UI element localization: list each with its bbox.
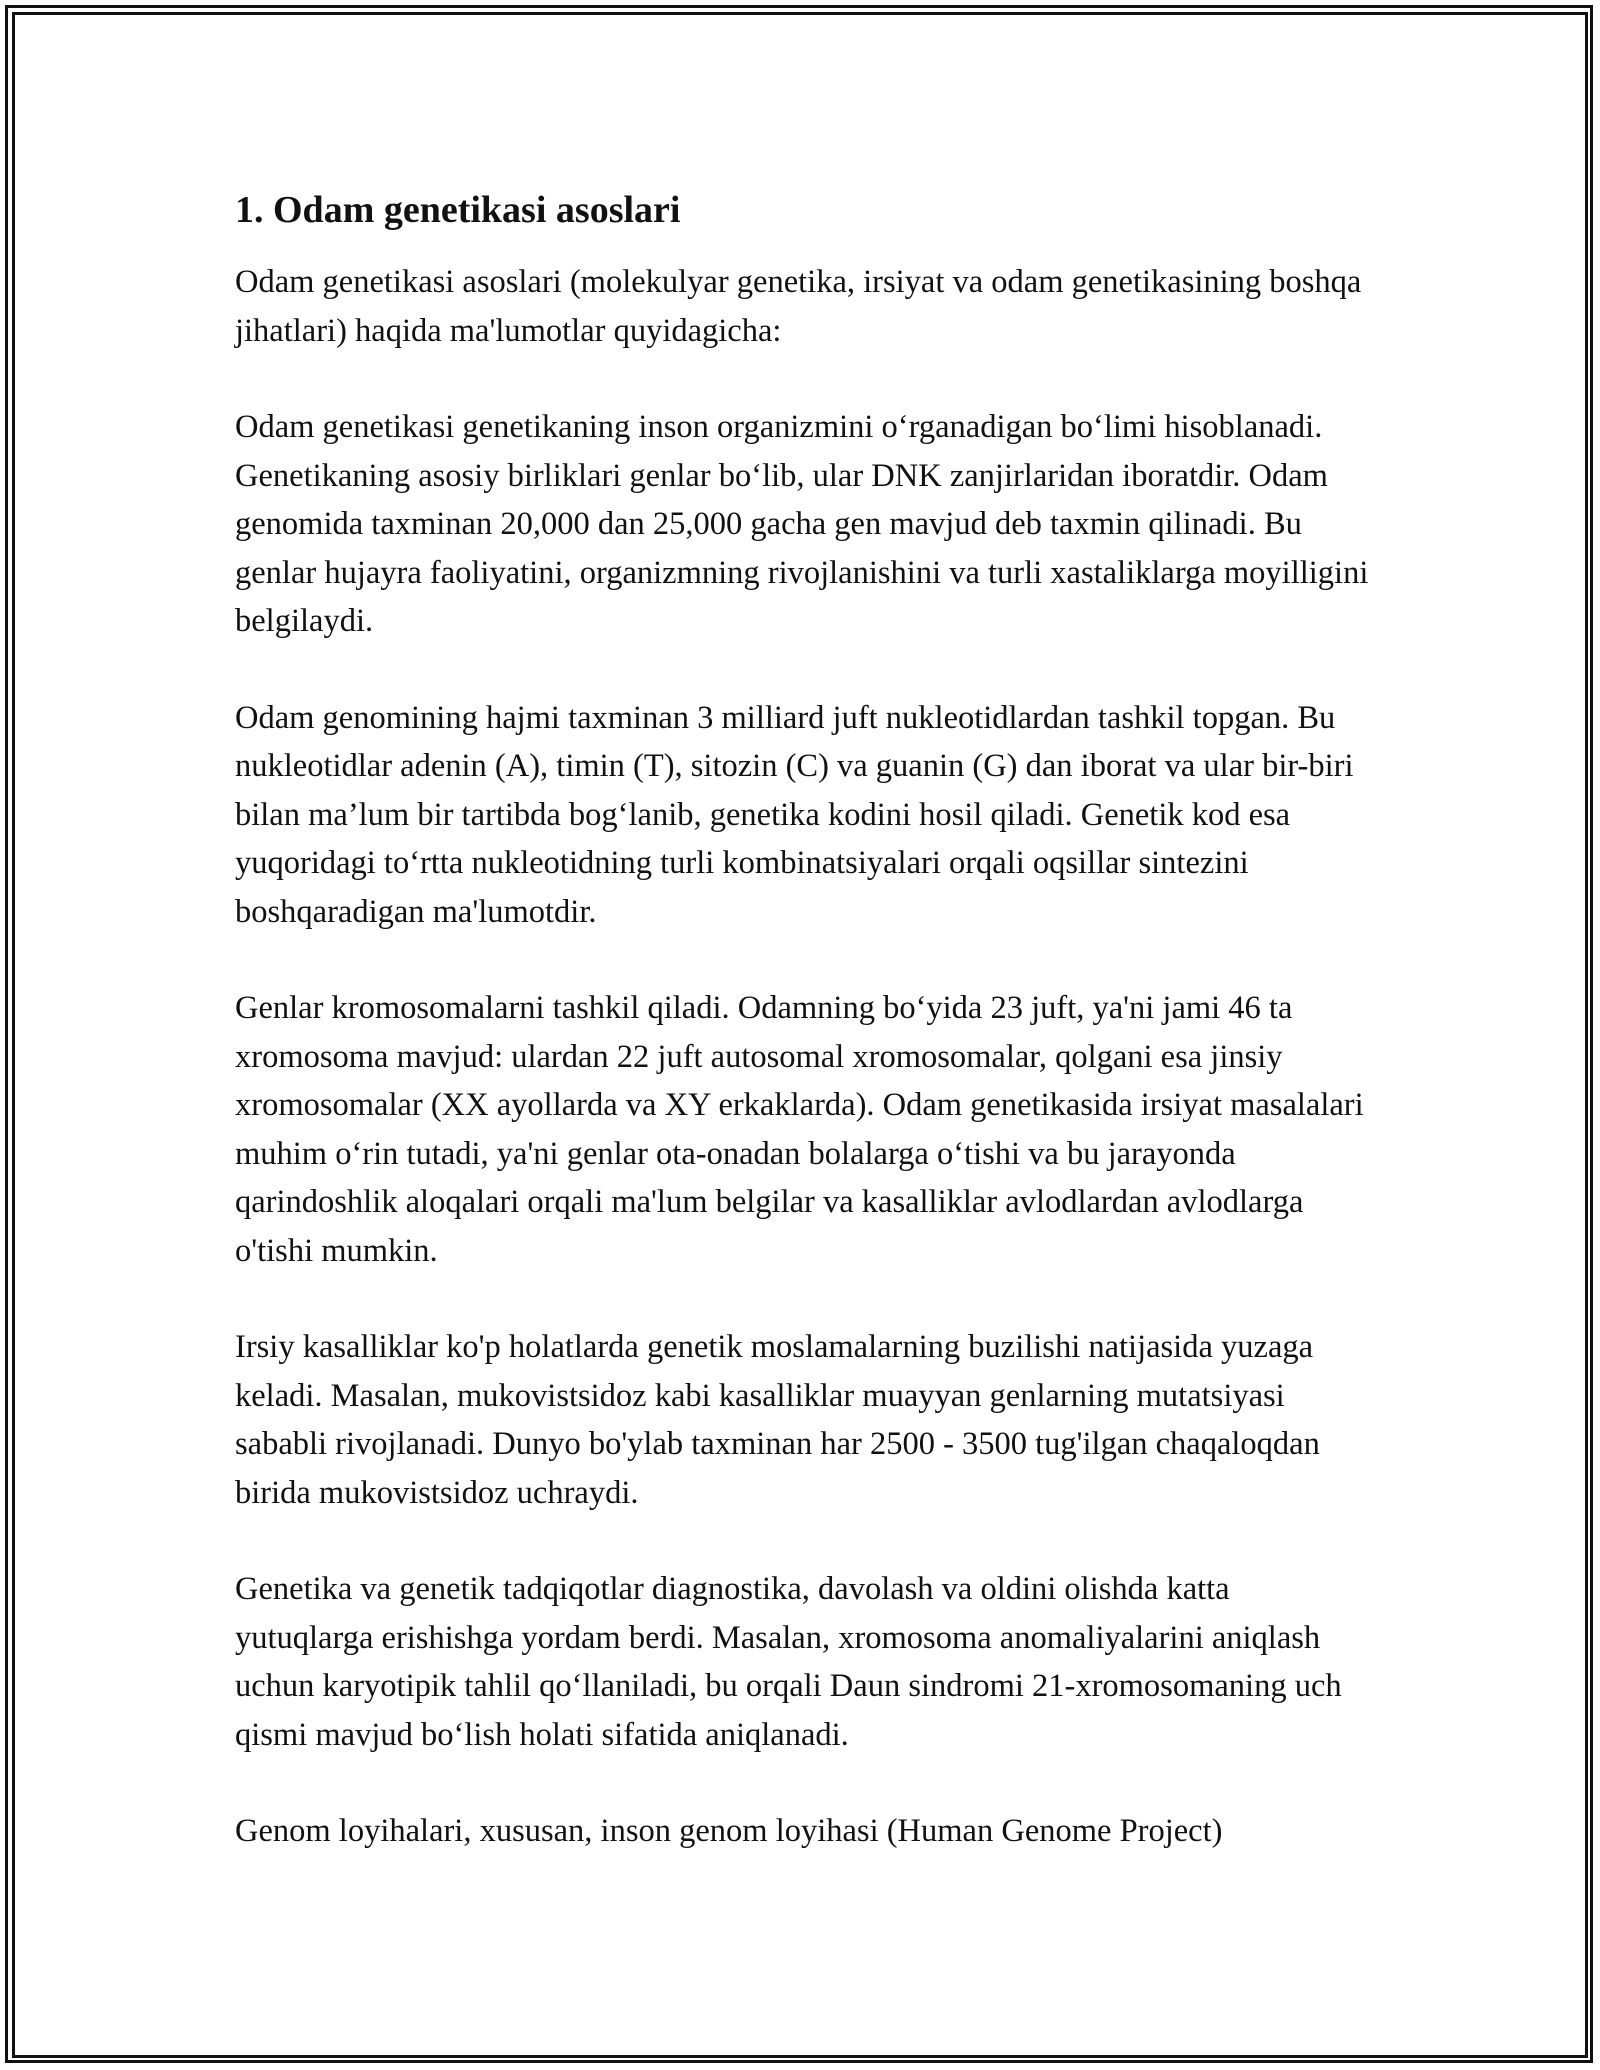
paragraph-genome-size: Odam genomining hajmi taxminan 3 milliard juft nukleotidlardan tashkil topgan. Bu nukleotidlar adenin (A), timin (T), sitozin (C) va guanin (G) dan iborat va ular bir-biri bilan ma’lum bir tartibda bog‘lanib, genetika kodini hosil qiladi. Genetik kod esa yuqoridagi to‘rtta nukleotidning turli kombinatsiyalari orqali oqsillar sintezini boshqaradigan ma'lumotdir.: [235, 699, 1354, 930]
section-heading: 1. Odam genetikasi asoslari: [235, 189, 681, 231]
paragraph-intro: Odam genetikasi asoslari (molekulyar genetika, irsiyat va odam genetikasining boshqa jihatlari) haqida ma'lumotlar quyidagicha:: [235, 264, 1362, 349]
paragraph-diagnostics: Genetika va genetik tadqiqotlar diagnostika, davolash va oldini olishda katta yutuqlarga erishishga yordam berdi. Masalan, xromosoma anomaliyalarini aniqlash uchun karyotipik tahlil qo‘llaniladi, bu orqali Daun sindromi 21-xromosomaning uch qismi mavjud bo‘lish holati sifatida aniqlanadi.: [235, 1571, 1342, 1753]
paragraph-hereditary-diseases: Irsiy kasalliklar ko'p holatlarda genetik moslamalarning buzilishi natijasida yuzaga keladi. Masalan, mukovistsidoz kabi kasalliklar muayyan genlarning mutatsiyasi sababli rivojlanadi. Dunyo bo'ylab taxminan har 2500 - 3500 tug'ilgan chaqaloqdan birida mukovistsidoz uchraydi.: [235, 1329, 1320, 1511]
document-body: [235, 180, 1375, 1856]
paragraph-genome-projects: Genom loyihalari, xususan, inson genom loyihasi (Human Genome Project): [235, 1813, 1223, 1849]
paragraph-genes: Odam genetikasi genetikaning inson organizmini o‘rganadigan bo‘limi hisoblanadi. Genetikaning asosiy birliklari genlar bo‘lib, ular DNK zanjirlaridan iboratdir. Odam genomida taxminan 20,000 dan 25,000 gacha gen mavjud deb taxmin qilinadi. Bu genlar hujayra faoliyatini, organizmning rivojlanishini va turli xastaliklarga moyilligini belgilaydi.: [235, 409, 1369, 639]
paragraph-chromosomes: Genlar kromosomalarni tashkil qiladi. Odamning bo‘yida 23 juft, ya'ni jami 46 ta xromosoma mavjud: ulardan 22 juft autosomal xromosomalar, qolgani esa jinsiy xromosomalar (XX ayollarda va XY erkaklarda). Odam genetikasida irsiyat masalalari muhim o‘rin tutadi, ya'ni genlar ota-onadan bolalarga o‘tishi va bu jarayonda qarindoshlik aloqalari orqali ma'lum belgilar va kasalliklar avlodlardan avlodlarga o'tishi mumkin.: [235, 990, 1364, 1269]
